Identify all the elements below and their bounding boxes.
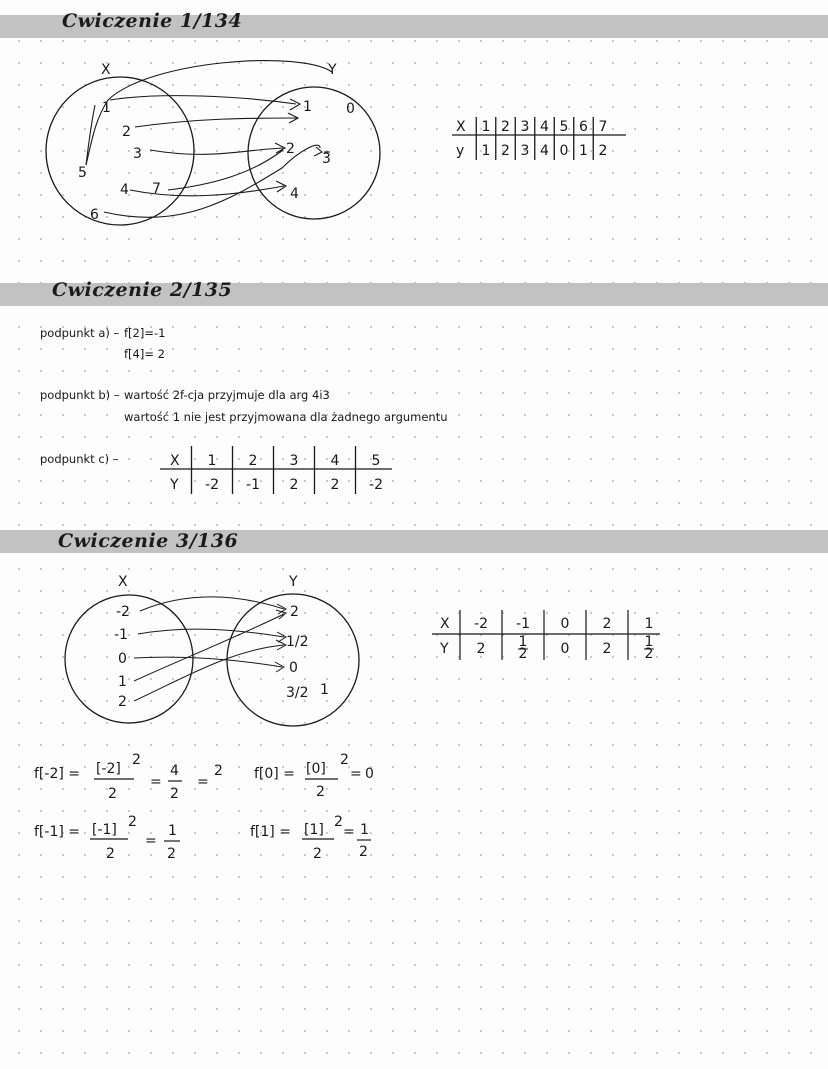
ex2-c-label: podpunkt c) – xyxy=(40,452,119,466)
ex2-b-line1: wartość 2f-cja przyjmuje dla arg 4i3 xyxy=(124,388,330,402)
calc-fm1-den: 2 xyxy=(106,846,115,862)
table-cell-x: 6 xyxy=(579,119,588,135)
calc-f1-lhs: f[1] = xyxy=(250,824,291,840)
set-y-label-1: Y xyxy=(328,62,337,78)
set-y-label-3: Y xyxy=(289,574,298,590)
table2-y-label: Y xyxy=(170,477,179,493)
y-element-0: 0 xyxy=(346,101,355,117)
y-element-3: 3 xyxy=(322,151,331,167)
calc-fm1-rden: 2 xyxy=(167,846,176,862)
calc-f1-den: 2 xyxy=(313,846,322,862)
calc-fm1-sq: 2 xyxy=(128,814,137,830)
section-title-3: Cwiczenie 3/136 xyxy=(58,530,239,552)
calc-fm1-eq: = xyxy=(145,833,157,849)
table-cell-y: 2 xyxy=(518,646,528,662)
calc-fm2-r1: 4 xyxy=(170,763,179,779)
x3-element-m2: -2 xyxy=(116,604,130,620)
table-cell-y: -2 xyxy=(205,477,219,493)
table1-x-label: X xyxy=(456,119,466,135)
x3-element-1: 1 xyxy=(118,674,127,690)
calc-fm2-eq2: = xyxy=(197,774,209,790)
y3-element-1: 1 xyxy=(320,682,329,698)
table-cell-y: 0 xyxy=(559,143,569,159)
x3-element-2: 2 xyxy=(118,694,127,710)
calc-f1-sq: 2 xyxy=(334,814,343,830)
table-cell-y: -1 xyxy=(246,477,260,493)
mapping-arrows-3 xyxy=(134,597,286,701)
table-cell-x: 4 xyxy=(330,453,340,469)
calculations xyxy=(34,752,374,862)
y3-element-0: 0 xyxy=(289,660,298,676)
table-cell-x: -1 xyxy=(516,616,530,632)
x-element-4: 4 xyxy=(120,182,129,198)
set-x-label-1: X xyxy=(101,62,111,78)
table1-y-label: y xyxy=(456,143,465,159)
calc-fm1-num: [-1] xyxy=(92,822,117,838)
calc-fm2-sq: 2 xyxy=(132,752,141,768)
calc-fm2-r2: 2 xyxy=(214,763,223,779)
table-cell-x: 5 xyxy=(371,453,381,469)
section-title-1: Cwiczenie 1/134 xyxy=(62,10,243,32)
table-cell-x: 3 xyxy=(520,119,530,135)
table-cell-x: 2 xyxy=(501,119,510,135)
ex2-a-line1: f[2]=-1 xyxy=(124,326,166,340)
calc-f0-sq: 2 xyxy=(340,752,349,768)
x-element-6: 6 xyxy=(90,207,99,223)
table-cell-x: 1 xyxy=(644,616,654,632)
table-cell-x: 3 xyxy=(289,453,299,469)
calc-fm2-den: 2 xyxy=(108,786,117,802)
table-cell-y: 1 xyxy=(579,143,588,159)
calc-fm2-num: [-2] xyxy=(96,761,121,777)
calc-fm2-lhs: f[-2] = xyxy=(34,766,80,782)
table-cell-y: 0 xyxy=(560,641,570,657)
table-cell-y: 2 xyxy=(476,641,486,657)
calc-f0-r: 0 xyxy=(365,766,374,782)
table-cell-x: 1 xyxy=(207,453,217,469)
table-3 xyxy=(432,610,660,662)
x3-element-m1: -1 xyxy=(114,627,128,643)
ex2-b-line2: wartość 1 nie jest przyjmowana dla żadnego argumentu xyxy=(124,410,448,424)
table-cell-y: 1 xyxy=(518,634,528,650)
table-cell-x: 2 xyxy=(602,616,612,632)
x-element-1: 1 xyxy=(102,100,111,116)
calc-f1-eq: = xyxy=(343,824,355,840)
calc-f0-den: 2 xyxy=(316,784,325,800)
table-cell-x: 0 xyxy=(560,616,570,632)
table-cell-y: 3 xyxy=(520,143,530,159)
table-cell-x: -2 xyxy=(474,616,488,632)
table-cell-y: 2 xyxy=(501,143,510,159)
table-cell-x: 4 xyxy=(540,119,549,135)
table-cell-y: 2 xyxy=(598,143,608,159)
calc-fm2-eq1: = xyxy=(150,774,162,790)
calc-f1-r: 1 xyxy=(360,822,369,838)
y-element-4: 4 xyxy=(290,186,299,202)
set-x-label-3: X xyxy=(118,574,128,590)
table3-x-label: X xyxy=(440,616,450,632)
table-cell-y: 2 xyxy=(602,641,612,657)
table-cell-x: 2 xyxy=(248,453,258,469)
table-cell-y: 2 xyxy=(330,477,340,493)
ex2-a-label: podpunkt a) – xyxy=(40,326,120,340)
calc-f1-rden: 2 xyxy=(359,844,368,860)
table-cell-x: 7 xyxy=(598,119,608,135)
table-cell-x: 5 xyxy=(559,119,569,135)
y-element-1: 1 xyxy=(303,99,312,115)
table-cell-y: 1 xyxy=(644,634,654,650)
calc-f0-eq: = xyxy=(350,766,362,782)
table-cell-y: -2 xyxy=(369,477,383,493)
x-element-2: 2 xyxy=(122,124,131,140)
calc-fm1-r: 1 xyxy=(168,823,177,839)
calc-f1-num: [1] xyxy=(304,822,324,838)
table-cell-y: 1 xyxy=(481,143,491,159)
x-element-7: 7 xyxy=(152,181,161,197)
section-title-2: Cwiczenie 2/135 xyxy=(52,279,233,301)
x-element-3: 3 xyxy=(133,146,142,162)
table-cell-y: 2 xyxy=(289,477,299,493)
table-cell-y: 2 xyxy=(644,646,654,662)
calc-f0-lhs: f[0] = xyxy=(254,766,295,782)
y3-element-2: 2 xyxy=(290,604,299,620)
table3-y-label: Y xyxy=(440,641,449,657)
x-element-5: 5 xyxy=(78,165,87,181)
x3-element-0: 0 xyxy=(118,651,127,667)
table-cell-y: 4 xyxy=(540,143,549,159)
y3-element-three-halves: 3/2 xyxy=(286,685,309,701)
table-cell-x: 1 xyxy=(481,119,491,135)
ex2-b-label: podpunkt b) – xyxy=(40,388,120,402)
y-element-2: 2 xyxy=(286,141,295,157)
ex2-a-line2: f[4]= 2 xyxy=(124,347,165,361)
table2-x-label: X xyxy=(170,453,180,469)
calc-f0-num: [0] xyxy=(306,761,326,777)
y3-element-half: 1/2 xyxy=(286,634,309,650)
calc-fm2-r1den: 2 xyxy=(170,786,179,802)
calc-fm1-lhs: f[-1] = xyxy=(34,824,80,840)
